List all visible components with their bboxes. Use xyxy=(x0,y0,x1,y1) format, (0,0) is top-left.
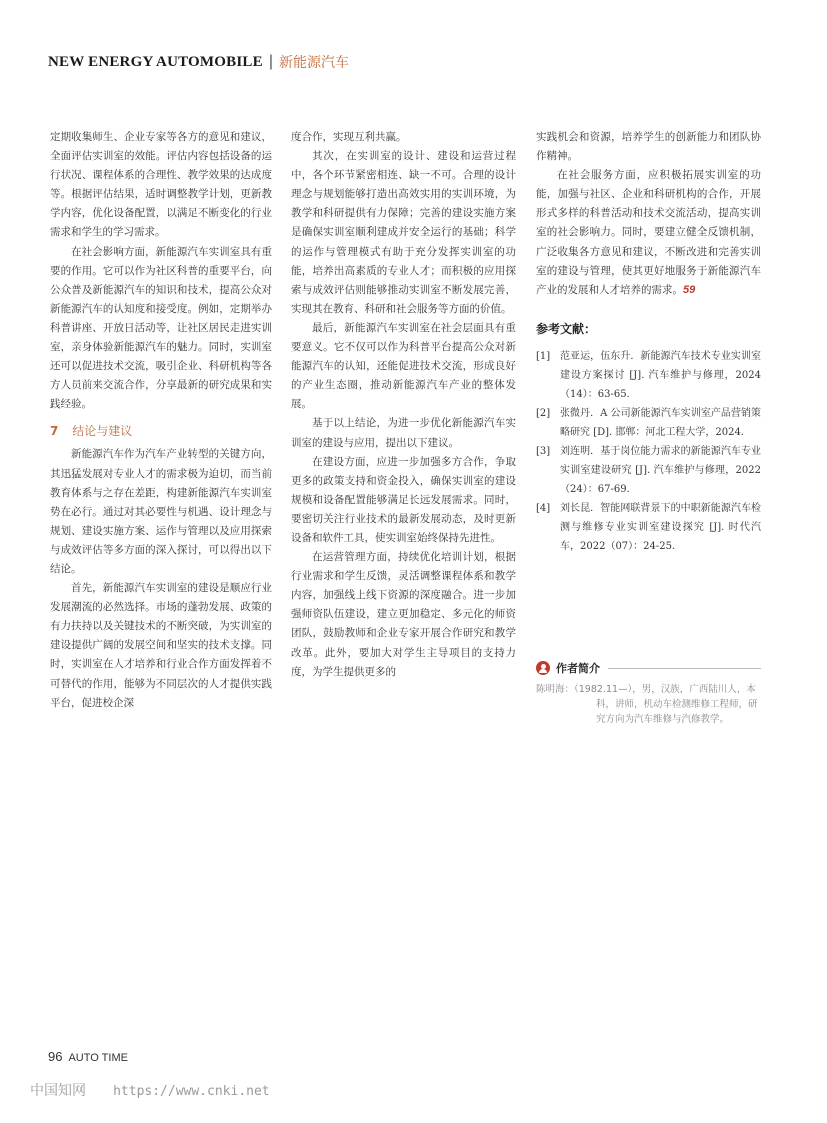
column-middle xyxy=(291,128,516,682)
header-title-cn: 新能源汽车 xyxy=(278,55,349,71)
author-header xyxy=(536,660,761,676)
reference-item xyxy=(536,404,761,442)
section-title: 结论与建议 xyxy=(72,424,133,439)
paragraph: 最后，新能源汽车实训室在社会层面具有重要意义。它不仅可以作为科普平台提高公众对新能源汽车的认知，还能促进技术交流，形成良好的产业生态圈，推动新能源汽车产业的整体发展。 xyxy=(291,321,516,411)
author-label: 作者简介 xyxy=(556,662,600,675)
reference-text: 张微丹．A 公司新能源汽车实训室产品营销策略研究 [D]. 邯郸：河北工程大学，2024. xyxy=(560,407,761,438)
paragraph: 其次，在实训室的设计、建设和运营过程中，各个环节紧密相连、缺一不可。合理的设计理念与规划能够打造出高效实用的实训环境，为教学和科研提供有力保障；完善的建设实施方案是确保实训室顺利建成并安全运行的基础；科学的运作与管理模式有助于充分发挥实训室的功能，培养出高素质的专业人才；而积极的应用探索与成效评估则能够推动实训室不断发展完善，实现其在教育、科研和社会服务等方面的价值。 xyxy=(291,150,516,315)
watermark-site-name: 中国知网 xyxy=(30,1083,86,1099)
reference-number: [1] xyxy=(536,350,551,362)
divider xyxy=(608,668,761,669)
journal-end-mark: 59 xyxy=(683,283,696,296)
paragraph: 在建设方面，应进一步加强多方合作，争取更多的政策支持和资金投入，确保实训室的建设规模和设备配置能够满足长远发展需求。同时，要密切关注行业技术的最新发展动态，及时更新设备和软件工具，使实训室始终保持先进性。 xyxy=(291,455,516,544)
paragraph-text: 在社会服务方面，应积极拓展实训室的功能，加强与社区、企业和科研机构的合作，开展形式多样的科普活动和技术交流活动，提高实训室的社会影响力。同时，要建立健全反馈机制，广泛收集各方意见和建议，不断改进和完善实训室的建设与管理，使其更好地服务于新能源汽车产业的发展和人才培养的需求。 xyxy=(536,169,761,296)
reference-number: [3] xyxy=(536,445,551,457)
header-separator: | xyxy=(268,53,273,70)
watermark-url: https://www.cnki.net xyxy=(113,1084,270,1099)
reference-number: [2] xyxy=(536,407,551,419)
reference-list xyxy=(536,347,761,556)
paragraph: 新能源汽车作为汽车产业转型的关键方向，其迅猛发展对专业人才的需求极为迫切，而当前教育体系与之存在差距，构建新能源汽车实训室势在必行。通过对其必要性与机遇、设计理念与规划、建设实施方案、运作与管理以及应用探索与成效评估等多方面的深入探讨，可以得出以下结论。 xyxy=(50,448,272,575)
paragraph: 实践机会和资源，培养学生的创新能力和团队协作精神。 xyxy=(536,131,761,163)
journal-name: AUTO TIME xyxy=(68,1052,128,1064)
section-heading xyxy=(50,422,272,439)
reference-text: 刘连明．基于岗位能力需求的新能源汽车专业实训室建设研究 [J]. 汽车维护与修理，2022（24）：67-69. xyxy=(560,445,761,495)
references-title: 参考文献： xyxy=(536,321,597,336)
paragraph xyxy=(536,166,761,300)
paragraph: 定期收集师生、企业专家等各方的意见和建议，全面评估实训室的效能。评估内容包括设备的运行状况、课程体系的合理性、教学效果的达成度等。根据评估结果，适时调整教学计划，更新教学内容，优化设备配置，以满足不断变化的行业需求和学生的学习需求。 xyxy=(50,131,272,239)
section-number: 7 xyxy=(50,424,59,439)
reference-item xyxy=(536,499,761,556)
reference-number: [4] xyxy=(536,502,551,514)
paragraph: 在社会影响方面，新能源汽车实训室具有重要的作用。它可以作为社区科普的重要平台，向公众普及新能源汽车的知识和技术，提高公众对新能源汽车的认知度和接受度。例如，定期举办科普讲座、开放日活动等，让社区居民走进实训室，亲身体验新能源汽车的魅力。同时，实训室还可以促进技术交流，吸引企业、科研机构等各方人员前来交流合作，分享最新的研究成果和实践经验。 xyxy=(50,245,272,411)
page-number: 96 xyxy=(48,1049,63,1064)
reference-item xyxy=(536,442,761,499)
paragraph: 度合作，实现互利共赢。 xyxy=(291,131,407,143)
person-icon xyxy=(536,661,550,675)
paragraph: 基于以上结论，为进一步优化新能源汽车实训室的建设与应用，提出以下建议。 xyxy=(291,417,516,449)
column-left xyxy=(50,128,272,713)
running-header xyxy=(48,52,349,72)
column-right xyxy=(536,128,761,556)
page-footer xyxy=(48,1049,128,1064)
paragraph: 首先，新能源汽车实训室的建设是顺应行业发展潮流的必然选择。市场的蓬勃发展、政策的有力扶持以及关键技术的不断突破，为实训室的建设提供广阔的发展空间和坚实的技术支撑。同时，实训室在人才培养和行业合作方面发挥着不可替代的作用，能够为不同层次的人才提供实践平台，促进校企深 xyxy=(50,582,272,709)
header-title-en: NEW ENERGY AUTOMOBILE xyxy=(48,53,263,70)
reference-text: 刘长昆．智能网联背景下的中职新能源汽车检测与维修专业实训室建设探究 [J]. 时代汽车，2022（07）：24-25. xyxy=(560,502,761,552)
author-bio xyxy=(536,660,761,727)
author-text: 陈明海：（1982.11—），男，汉族，广西陆川人，本科，讲师，机动车检测维修工程师，研究方向为汽车维修与汽修教学。 xyxy=(536,684,758,725)
paragraph: 在运营管理方面，持续优化培训计划，根据行业需求和学生反馈，灵活调整课程体系和教学内容，加强线上线下资源的深度融合。进一步加强师资队伍建设，建立更加稳定、多元化的师资团队，鼓励教师和企业专家开展合作研究和教学改革。此外，要加大对学生主导项目的支持力度，为学生提供更多的 xyxy=(291,551,516,678)
reference-item xyxy=(536,347,761,404)
watermark xyxy=(30,1080,270,1100)
reference-text: 范亚运，伍东升．新能源汽车技术专业实训室建设方案探讨 [J]. 汽车维护与修理，2024（14）：63-65. xyxy=(560,350,761,400)
